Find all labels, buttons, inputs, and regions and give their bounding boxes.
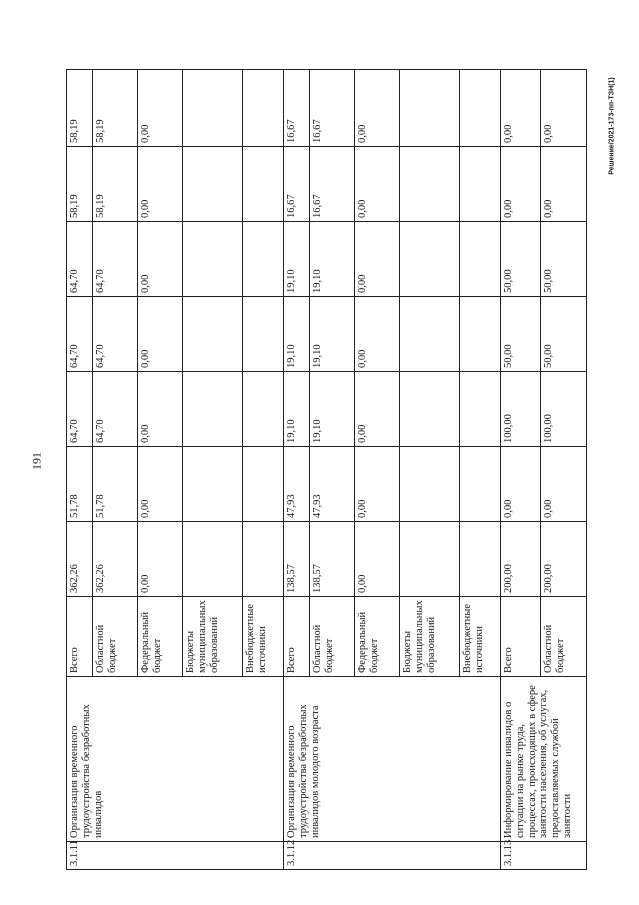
amount-cell: 0,00 bbox=[355, 70, 400, 147]
amount-cell bbox=[460, 372, 501, 447]
amount-cell bbox=[183, 70, 243, 147]
amount-cell bbox=[183, 147, 243, 222]
amount-cell: 16,67 bbox=[284, 70, 310, 147]
amount-cell bbox=[183, 372, 243, 447]
amount-cell: 0,00 bbox=[138, 522, 183, 597]
item-number: 3.1.13 bbox=[501, 842, 587, 870]
funding-source-label: Внебюджетные источники bbox=[460, 597, 501, 677]
amount-cell bbox=[400, 222, 460, 297]
item-name: Информирование инвалидов о ситуации на рынке труда, процессах, происходящих в сфере занятости населения, об услугах, предоставляемых службой занятости bbox=[501, 677, 587, 842]
amount-cell: 0,00 bbox=[501, 70, 541, 147]
funding-source-label: Бюджеты муниципальных образований bbox=[400, 597, 460, 677]
amount-cell: 0,00 bbox=[541, 447, 587, 522]
page-number: 191 bbox=[29, 452, 44, 470]
funding-source-label: Федеральный бюджет bbox=[355, 597, 400, 677]
amount-cell: 0,00 bbox=[501, 447, 541, 522]
amount-cell: 138,57 bbox=[310, 522, 355, 597]
amount-cell bbox=[400, 297, 460, 372]
amount-cell: 0,00 bbox=[355, 147, 400, 222]
item-name: Организация временного трудоустройства безработных инвалидов молодого возраста bbox=[284, 677, 501, 842]
amount-cell: 200,00 bbox=[541, 522, 587, 597]
item-number: 3.1.11 bbox=[67, 842, 284, 870]
amount-cell: 0,00 bbox=[138, 372, 183, 447]
amount-cell: 0,00 bbox=[138, 147, 183, 222]
amount-cell: 0,00 bbox=[355, 522, 400, 597]
amount-cell bbox=[400, 70, 460, 147]
amount-cell: 362,26 bbox=[67, 522, 93, 597]
amount-cell bbox=[400, 447, 460, 522]
amount-cell: 0,00 bbox=[355, 372, 400, 447]
amount-cell: 19,10 bbox=[310, 297, 355, 372]
amount-cell bbox=[400, 147, 460, 222]
table-row bbox=[284, 70, 310, 870]
item-name: Организация временного трудоустройства безработных инвалидов bbox=[67, 677, 284, 842]
funding-source-label: Всего bbox=[501, 597, 541, 677]
amount-cell: 58,19 bbox=[67, 70, 93, 147]
amount-cell: 19,10 bbox=[284, 297, 310, 372]
amount-cell bbox=[400, 522, 460, 597]
amount-cell: 64,70 bbox=[67, 372, 93, 447]
budget-table-container bbox=[66, 70, 573, 870]
amount-cell: 47,93 bbox=[284, 447, 310, 522]
table-row bbox=[501, 70, 541, 870]
document-id: Решение/2021-173-пп-ТЗН(1) bbox=[608, 77, 616, 175]
amount-cell: 19,10 bbox=[284, 222, 310, 297]
item-number: 3.1.12 bbox=[284, 842, 501, 870]
amount-cell: 47,93 bbox=[310, 447, 355, 522]
amount-cell bbox=[183, 447, 243, 522]
amount-cell: 0,00 bbox=[355, 297, 400, 372]
amount-cell: 50,00 bbox=[541, 297, 587, 372]
amount-cell bbox=[183, 297, 243, 372]
amount-cell bbox=[460, 297, 501, 372]
funding-source-label: Бюджеты муниципальных образований bbox=[183, 597, 243, 677]
amount-cell: 50,00 bbox=[541, 222, 587, 297]
amount-cell: 0,00 bbox=[138, 70, 183, 147]
amount-cell: 100,00 bbox=[501, 372, 541, 447]
amount-cell: 0,00 bbox=[355, 447, 400, 522]
funding-source-label: Областной бюджет bbox=[310, 597, 355, 677]
amount-cell: 64,70 bbox=[93, 297, 138, 372]
amount-cell: 19,10 bbox=[310, 372, 355, 447]
amount-cell: 64,70 bbox=[67, 222, 93, 297]
amount-cell bbox=[460, 522, 501, 597]
funding-source-label: Областной бюджет bbox=[93, 597, 138, 677]
amount-cell: 0,00 bbox=[541, 70, 587, 147]
funding-source-label: Всего bbox=[67, 597, 93, 677]
budget-table bbox=[66, 69, 587, 870]
amount-cell: 100,00 bbox=[541, 372, 587, 447]
amount-cell: 0,00 bbox=[541, 147, 587, 222]
amount-cell bbox=[460, 222, 501, 297]
amount-cell: 0,00 bbox=[138, 222, 183, 297]
amount-cell: 64,70 bbox=[67, 297, 93, 372]
amount-cell: 138,57 bbox=[284, 522, 310, 597]
amount-cell: 0,00 bbox=[138, 447, 183, 522]
amount-cell bbox=[243, 297, 284, 372]
amount-cell bbox=[460, 447, 501, 522]
amount-cell bbox=[243, 70, 284, 147]
amount-cell: 58,19 bbox=[93, 147, 138, 222]
amount-cell: 58,19 bbox=[93, 70, 138, 147]
amount-cell: 19,10 bbox=[310, 222, 355, 297]
amount-cell bbox=[460, 70, 501, 147]
amount-cell: 51,78 bbox=[67, 447, 93, 522]
amount-cell: 51,78 bbox=[93, 447, 138, 522]
amount-cell: 50,00 bbox=[501, 222, 541, 297]
amount-cell: 16,67 bbox=[284, 147, 310, 222]
amount-cell: 58,19 bbox=[67, 147, 93, 222]
amount-cell: 64,70 bbox=[93, 372, 138, 447]
amount-cell: 16,67 bbox=[310, 147, 355, 222]
funding-source-label: Федеральный бюджет bbox=[138, 597, 183, 677]
amount-cell bbox=[243, 522, 284, 597]
amount-cell: 16,67 bbox=[310, 70, 355, 147]
funding-source-label: Внебюджетные источники bbox=[243, 597, 284, 677]
amount-cell bbox=[243, 222, 284, 297]
funding-source-label: Областной бюджет bbox=[541, 597, 587, 677]
amount-cell: 0,00 bbox=[138, 297, 183, 372]
amount-cell: 19,10 bbox=[284, 372, 310, 447]
amount-cell bbox=[460, 147, 501, 222]
amount-cell: 0,00 bbox=[501, 147, 541, 222]
table-row bbox=[67, 70, 93, 870]
amount-cell bbox=[183, 222, 243, 297]
amount-cell bbox=[243, 372, 284, 447]
amount-cell bbox=[400, 372, 460, 447]
amount-cell: 50,00 bbox=[501, 297, 541, 372]
amount-cell: 64,70 bbox=[93, 222, 138, 297]
amount-cell: 0,00 bbox=[355, 222, 400, 297]
amount-cell bbox=[243, 147, 284, 222]
amount-cell: 200,00 bbox=[501, 522, 541, 597]
funding-source-label: Всего bbox=[284, 597, 310, 677]
amount-cell bbox=[183, 522, 243, 597]
amount-cell bbox=[243, 447, 284, 522]
amount-cell: 362,26 bbox=[93, 522, 138, 597]
